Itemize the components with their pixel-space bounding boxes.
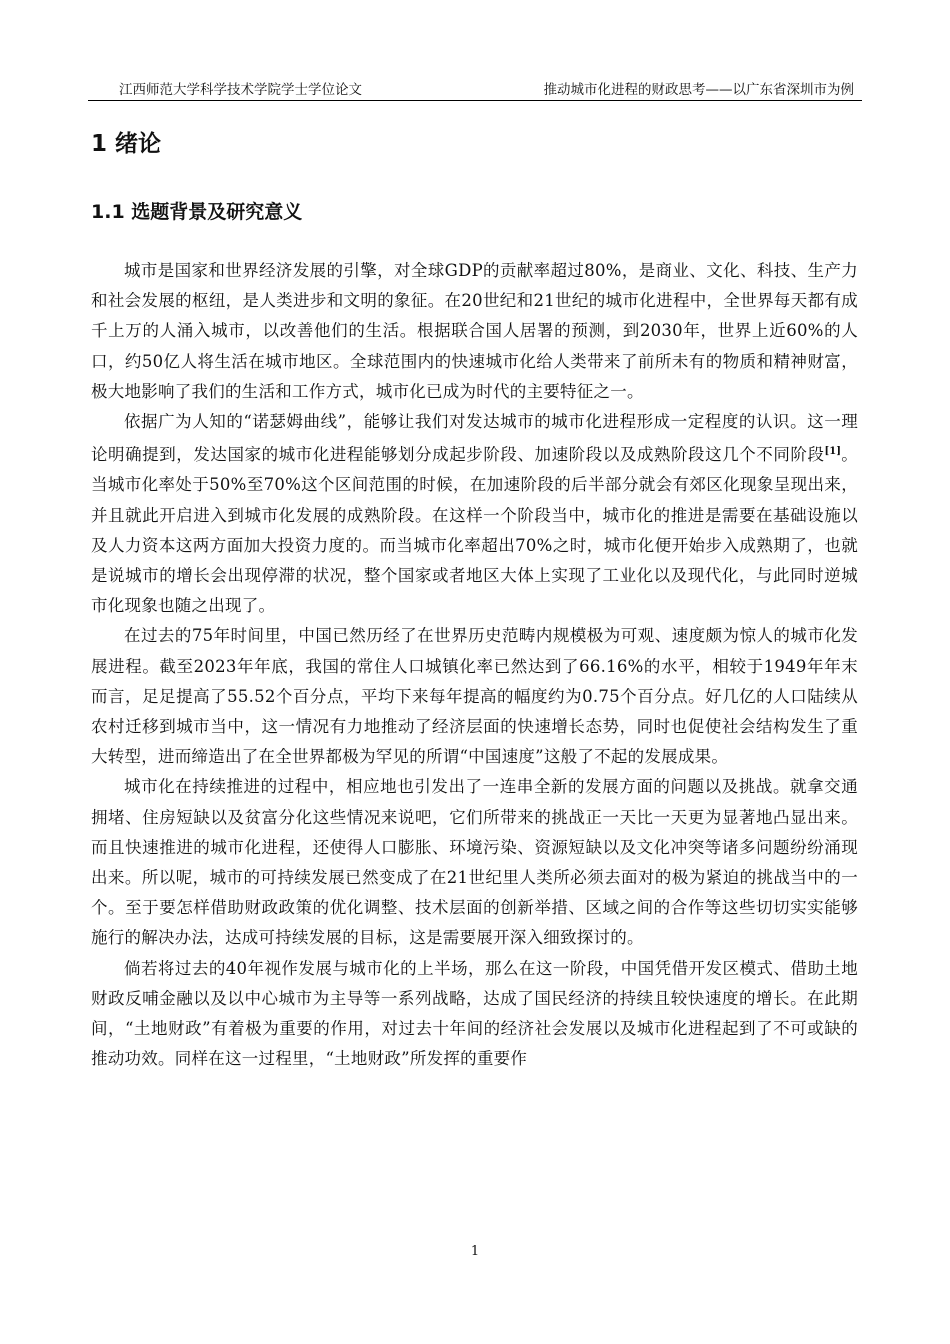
header-thesis-title: 推动城市化进程的财政思考——以广东省深圳市为例 (543, 82, 854, 98)
paragraph-2-text-a: 依据广为人知的“诺瑟姆曲线”，能够让我们对发达城市的城市化进程形成一定程度的认识。这一理论明确提到，发达国家的城市化进程能够划分成起步阶段、加速阶段以及成熟阶段这几个不同阶段 (91, 412, 858, 465)
body-text (91, 256, 858, 1074)
paragraph-3: 在过去的75年时间里，中国已然历经了在世界历史范畴内规模极为可观、速度颇为惊人的城市化发展进程。截至2023年年底，我国的常住人口城镇化率已然达到了66.16%的水平，相较于1949年年末而言，足足提高了55.52个百分点，平均下来每年提高的幅度约为0.75个百分点。好几亿的人口陆续从农村迁移到城市当中，这一情况有力地推动了经济层面的快速增长态势，同时也促使社会结构发生了重大转型，进而缔造出了在全世界都极为罕见的所谓“中国速度”这般了不起的发展成果。 (91, 626, 858, 767)
paragraph-2-text-b: 。当城市化率处于50%至70%这个区间范围的时候，在加速阶段的后半部分就会有郊区化现象呈现出来，并且就此开启进入到城市化发展的成熟阶段。在这样一个阶段当中，城市化的推进是需要在基础设施以及人力资本这两方面加大投资力度的。而当城市化率超出70%之时，城市化便开始步入成熟期了，也就是说城市的增长会出现停滞的状况，整个国家或者地区大体上实现了工业化以及现代化，与此同时逆城市化现象也随之出现了。 (91, 445, 859, 616)
paragraph-2 (91, 407, 858, 621)
page-number: 1 (470, 1244, 480, 1259)
chapter-title: 1 绪论 (91, 131, 162, 157)
running-header (88, 76, 862, 101)
paragraph-4: 城市化在持续推进的过程中，相应地也引发出了一连串全新的发展方面的问题以及挑战。就拿交通拥堵、住房短缺以及贫富分化这些情况来说吧，它们所带来的挑战正一天比一天更为显著地凸显出来。而且快速推进的城市化进程，还使得人口膨胀、环境污染、资源短缺以及文化冲突等诸多问题纷纷涌现出来。所以呢，城市的可持续发展已然变成了在21世纪里人类所必须去面对的极为紧迫的挑战当中的一个。至于要怎样借助财政政策的优化调整、技术层面的创新举措、区域之间的合作等这些切切实实能够施行的解决办法，达成可持续发展的目标，这是需要展开深入细致探讨的。 (91, 777, 858, 948)
paragraph-1: 城市是国家和世界经济发展的引擎，对全球GDP的贡献率超过80%，是商业、文化、科技、生产力和社会发展的枢纽，是人类进步和文明的象征。在20世纪和21世纪的城市化进程中，全世界每天都有成千上万的人涌入城市，以改善他们的生活。根据联合国人居署的预测，到2030年，世界上近60%的人口，约50亿人将生活在城市地区。全球范围内的快速城市化给人类带来了前所未有的物质和精神财富，极大地影响了我们的生活和工作方式，城市化已成为时代的主要特征之一。 (91, 261, 858, 401)
citation-marker: [1] (824, 446, 841, 458)
header-university: 江西师范大学科学技术学院学士学位论文 (119, 82, 362, 98)
paragraph-5: 倘若将过去的40年视作发展与城市化的上半场，那么在这一阶段，中国凭借开发区模式、借助土地财政反哺金融以及以中心城市为主导等一系列战略，达成了国民经济的持续且较快速度的增长。在此期间，“土地财政”有着极为重要的作用，对过去十年间的经济社会发展以及城市化进程起到了不可或缺的推动功效。同样在这一过程里，“土地财政”所发挥的重要作 (91, 958, 858, 1069)
section-title: 1.1 选题背景及研究意义 (91, 201, 303, 223)
